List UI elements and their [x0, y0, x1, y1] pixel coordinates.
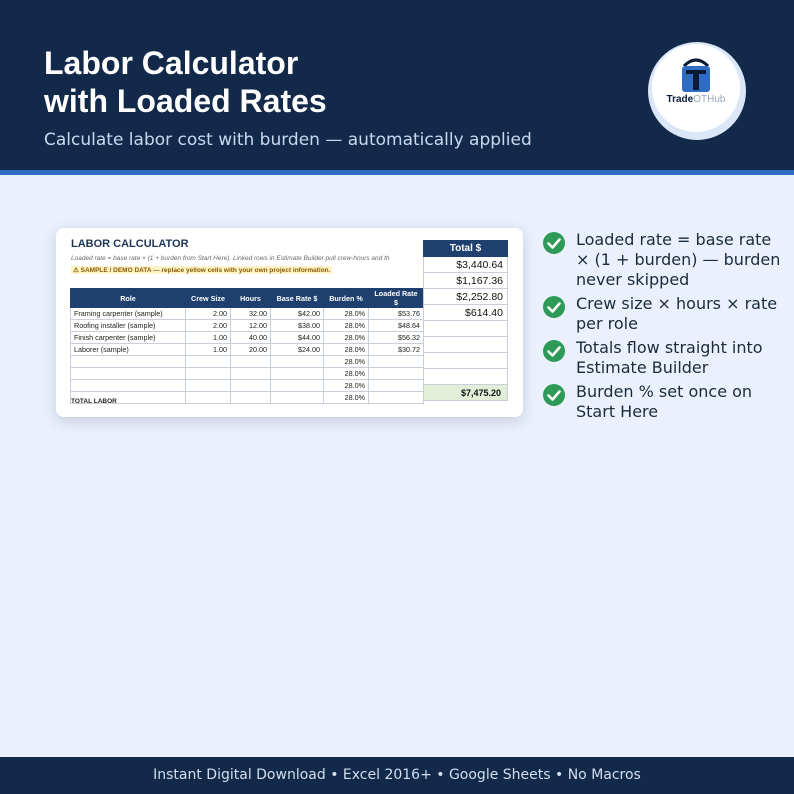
feature-text: Crew size × hours × rate per role	[576, 294, 778, 333]
table-cell[interactable]: Finish carpenter (sample)	[71, 332, 186, 344]
table-cell[interactable]	[186, 356, 231, 368]
table-cell[interactable]	[186, 392, 231, 404]
table-cell[interactable]	[71, 368, 186, 380]
table-row	[71, 392, 424, 404]
check-circle-icon	[542, 339, 566, 363]
feature-text: Burden % set once on Start Here	[576, 382, 753, 421]
table-row	[71, 368, 424, 380]
calculator-note: Loaded rate = base rate × (1 + burden from Start Here). Linked rows in Estimate Builder pull crew-hours and th	[71, 255, 390, 262]
table-cell[interactable]: Laborer (sample)	[71, 344, 186, 356]
table-cell[interactable]: 2.00	[186, 308, 231, 320]
title-line-2: with Loaded Rates	[44, 83, 327, 119]
table-cell[interactable]: 32.00	[231, 308, 271, 320]
check-circle-icon	[542, 295, 566, 319]
feature-list	[542, 230, 782, 426]
total-cell[interactable]	[423, 353, 508, 369]
feature-item	[542, 230, 782, 290]
header-banner	[0, 0, 794, 170]
table-cell[interactable]: 1.00	[186, 332, 231, 344]
table-row	[71, 380, 424, 392]
table-cell[interactable]	[271, 380, 324, 392]
table-cell[interactable]: $38.00	[271, 320, 324, 332]
column-header: Role	[71, 289, 186, 308]
brand-logo	[652, 44, 740, 132]
table-cell[interactable]	[231, 380, 271, 392]
total-cell[interactable]	[423, 337, 508, 353]
table-row	[71, 308, 424, 320]
page-subtitle: Calculate labor cost with burden — automatically applied	[44, 130, 532, 150]
column-header: Base Rate $	[271, 289, 324, 308]
feature-item	[542, 338, 782, 378]
table-cell[interactable]	[231, 356, 271, 368]
table-row	[71, 356, 424, 368]
table-cell[interactable]: 40.00	[231, 332, 271, 344]
feature-text: Totals flow straight into Estimate Builder	[576, 338, 763, 377]
table-cell[interactable]: 28.0%	[324, 320, 369, 332]
total-cell[interactable]	[423, 369, 508, 385]
column-header: Loaded Rate $	[369, 289, 424, 308]
footer-bar: Instant Digital Download • Excel 2016+ • Google Sheets • No Macros	[0, 757, 794, 794]
table-cell[interactable]: 28.0%	[324, 344, 369, 356]
table-cell[interactable]	[71, 380, 186, 392]
table-cell[interactable]: 28.0%	[324, 332, 369, 344]
total-cell[interactable]: $1,167.36	[423, 273, 508, 289]
spreadsheet-preview	[56, 228, 523, 417]
table-cell[interactable]	[71, 356, 186, 368]
logo-name-main: Trade	[666, 94, 694, 105]
table-cell[interactable]: 20.00	[231, 344, 271, 356]
table-cell[interactable]: Framing carpenter (sample)	[71, 308, 186, 320]
check-circle-icon	[542, 383, 566, 407]
table-cell[interactable]: $44.00	[271, 332, 324, 344]
table-cell[interactable]: 2.00	[186, 320, 231, 332]
table-cell[interactable]	[369, 368, 424, 380]
table-cell[interactable]	[271, 368, 324, 380]
table-row	[71, 320, 424, 332]
calculator-title: LABOR CALCULATOR	[71, 238, 189, 250]
title-line-1: Labor Calculator	[44, 45, 299, 81]
total-cells	[423, 257, 508, 385]
table-cell[interactable]: $53.76	[369, 308, 424, 320]
table-header-row	[71, 289, 424, 308]
check-circle-icon	[542, 231, 566, 255]
table-cell[interactable]: 28.0%	[324, 308, 369, 320]
table-cell[interactable]: 12.00	[231, 320, 271, 332]
sample-data-warning: ⚠ SAMPLE / DEMO DATA — replace yellow cells with your own project information.	[73, 267, 331, 274]
labor-table	[70, 288, 424, 404]
total-column	[423, 240, 508, 401]
table-cell[interactable]: 28.0%	[324, 392, 369, 404]
header-accent-stripe	[0, 170, 794, 175]
total-cell[interactable]	[423, 321, 508, 337]
table-cell[interactable]: $30.72	[369, 344, 424, 356]
table-cell[interactable]: $48.64	[369, 320, 424, 332]
logo-name-alt: OTHub	[693, 94, 726, 105]
table-cell[interactable]	[271, 392, 324, 404]
table-cell[interactable]	[186, 368, 231, 380]
labor-table-body	[71, 308, 424, 404]
column-header: Crew Size	[186, 289, 231, 308]
logo-wordmark	[652, 94, 740, 105]
table-row	[71, 332, 424, 344]
table-cell[interactable]	[231, 392, 271, 404]
table-cell[interactable]: 28.0%	[324, 380, 369, 392]
total-header: Total $	[423, 240, 508, 257]
page-title	[44, 44, 327, 120]
table-cell[interactable]: $42.00	[271, 308, 324, 320]
feature-item	[542, 382, 782, 422]
table-cell[interactable]	[369, 380, 424, 392]
table-cell[interactable]	[369, 392, 424, 404]
total-cell[interactable]: $2,252.80	[423, 289, 508, 305]
total-cell[interactable]: $614.40	[423, 305, 508, 321]
table-cell[interactable]: $24.00	[271, 344, 324, 356]
table-cell[interactable]: 28.0%	[324, 368, 369, 380]
table-cell[interactable]	[369, 356, 424, 368]
table-cell[interactable]: $56.32	[369, 332, 424, 344]
grand-total: $7,475.20	[423, 385, 508, 401]
table-cell[interactable]	[231, 368, 271, 380]
table-cell[interactable]: 28.0%	[324, 356, 369, 368]
table-cell[interactable]: Roofing installer (sample)	[71, 320, 186, 332]
table-cell[interactable]	[271, 356, 324, 368]
feature-item	[542, 294, 782, 334]
total-cell[interactable]: $3,440.64	[423, 257, 508, 273]
total-labor-label: TOTAL LABOR	[71, 398, 117, 405]
column-header: Hours	[231, 289, 271, 308]
column-header: Burden %	[324, 289, 369, 308]
feature-text: Loaded rate = base rate × (1 + burden) — burden never skipped	[576, 230, 781, 289]
table-cell[interactable]: 1.00	[186, 344, 231, 356]
shopping-bag-icon	[652, 44, 740, 132]
table-cell[interactable]	[186, 380, 231, 392]
table-row	[71, 344, 424, 356]
